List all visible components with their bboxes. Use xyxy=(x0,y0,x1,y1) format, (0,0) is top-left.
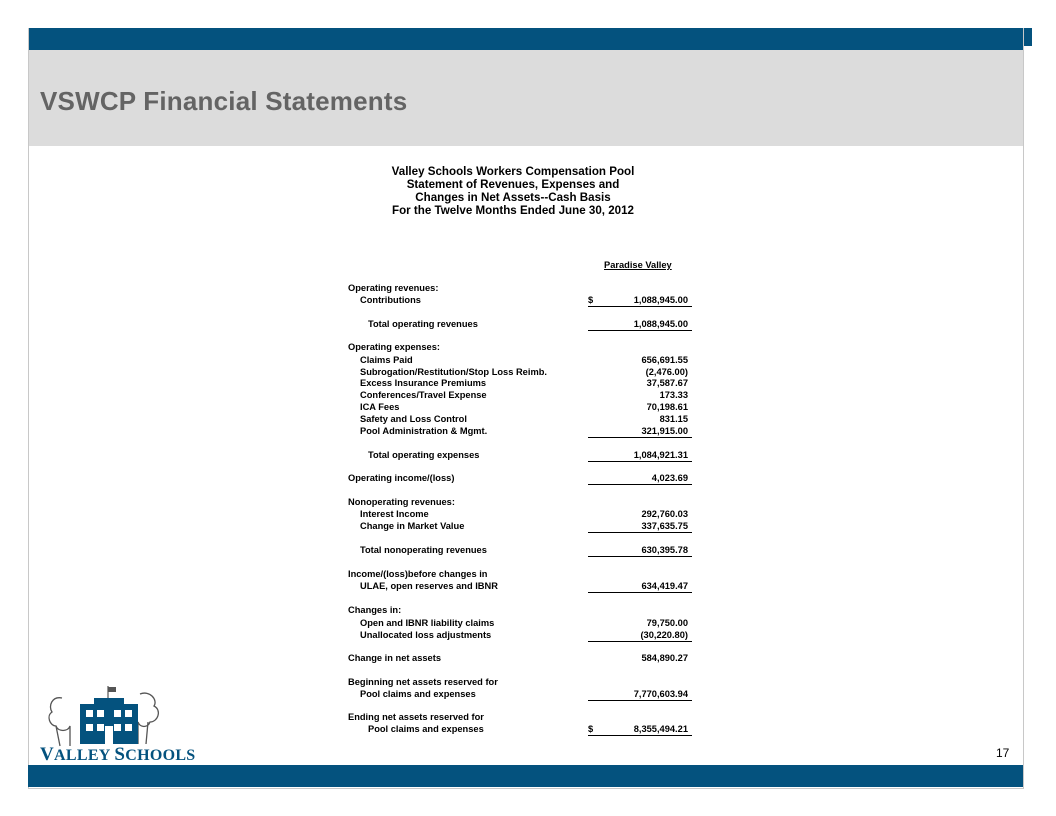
row-label: Changes in: xyxy=(348,605,402,615)
statement-row xyxy=(348,425,688,437)
row-amount: 7,770,603.94 xyxy=(633,689,688,699)
row-amount: 831.15 xyxy=(659,414,688,424)
dollar-sign: $ xyxy=(588,295,594,305)
row-label: Interest Income xyxy=(360,509,429,519)
underline xyxy=(588,484,692,485)
row-label: Pool claims and expenses xyxy=(360,689,476,699)
tree-icon xyxy=(49,698,70,746)
row-amount: 79,750.00 xyxy=(646,618,688,628)
row-label: Claims Paid xyxy=(360,355,413,365)
row-label: Pool Administration & Mgmt. xyxy=(360,426,488,436)
row-amount: 8,355,494.21 xyxy=(633,724,688,734)
row-amount: (30,220.80) xyxy=(640,630,688,640)
row-label: Safety and Loss Control xyxy=(360,414,467,424)
tree-icon xyxy=(138,693,158,744)
row-label: Operating expenses: xyxy=(348,342,440,352)
statement-row xyxy=(348,629,688,641)
statement-row xyxy=(348,688,688,700)
row-amount: 1,088,945.00 xyxy=(633,319,688,329)
row-label: Beginning net assets reserved for xyxy=(348,677,498,687)
school-building-icon xyxy=(80,698,138,744)
row-amount: 292,760.03 xyxy=(641,509,688,519)
statement-header xyxy=(338,165,688,217)
row-label: Contributions xyxy=(360,295,421,305)
underline xyxy=(588,556,692,557)
statement-row xyxy=(348,449,688,461)
statement-row xyxy=(348,544,688,556)
underline xyxy=(588,461,692,462)
logo-letter: S xyxy=(114,744,126,765)
row-label: Total operating revenues xyxy=(368,319,478,329)
logo-wordmark xyxy=(40,744,196,766)
bottom-banner-bar xyxy=(28,765,1023,787)
underline xyxy=(588,592,692,593)
row-amount: 4,023.69 xyxy=(651,473,688,483)
row-label: ULAE, open reserves and IBNR xyxy=(360,581,498,591)
row-amount: 1,084,921.31 xyxy=(633,450,688,460)
statement-header-line: Valley Schools Workers Compensation Pool xyxy=(391,165,635,178)
underline xyxy=(588,532,692,533)
row-label: Operating revenues: xyxy=(348,283,439,293)
row-label: Total operating expenses xyxy=(368,450,480,460)
statement-row xyxy=(348,354,688,366)
row-amount: (2,476.00) xyxy=(645,367,688,377)
row-amount: 70,198.61 xyxy=(646,402,688,412)
statement-header-line: For the Twelve Months Ended June 30, 2012 xyxy=(391,204,635,217)
underline xyxy=(588,330,692,331)
statement-row xyxy=(348,711,688,723)
statement-row xyxy=(348,318,688,330)
underline xyxy=(588,306,692,307)
statement-row xyxy=(348,568,688,580)
row-label: Total nonoperating revenues xyxy=(360,545,487,555)
column-header: Paradise Valley xyxy=(604,260,672,270)
row-label: Change in Market Value xyxy=(360,521,465,531)
row-amount: 337,635.75 xyxy=(641,521,688,531)
logo-text-part: ALLEY xyxy=(54,747,115,764)
underline xyxy=(588,700,692,701)
row-label: ICA Fees xyxy=(360,402,400,412)
corner-tab xyxy=(1024,28,1032,46)
statement-row xyxy=(348,580,688,592)
statement-row xyxy=(348,652,688,664)
statement-row xyxy=(348,520,688,532)
statement-header-line: Statement of Revenues, Expenses and xyxy=(406,178,620,191)
statement-header-line: Changes in Net Assets--Cash Basis xyxy=(415,191,611,204)
statement-row xyxy=(348,341,688,353)
row-label: Pool claims and expenses xyxy=(368,724,484,734)
page-number: 17 xyxy=(996,746,1010,760)
underline xyxy=(588,437,692,438)
row-label: Conferences/Travel Expense xyxy=(360,390,487,400)
row-amount: 321,915.00 xyxy=(641,426,688,436)
row-label: Excess Insurance Premiums xyxy=(360,378,487,388)
row-amount: 1,088,945.00 xyxy=(633,295,688,305)
statement-row xyxy=(348,508,688,520)
statement-row xyxy=(348,389,688,401)
financial-statement xyxy=(348,165,688,734)
statement-row xyxy=(348,604,688,616)
statement-row xyxy=(348,413,688,425)
row-label: Operating income/(loss) xyxy=(348,473,455,483)
row-label: Income/(loss)before changes in xyxy=(348,569,488,579)
statement-row xyxy=(348,282,688,294)
statement-row xyxy=(348,617,688,629)
statement-row xyxy=(348,401,688,413)
row-label: Open and IBNR liability claims xyxy=(360,618,495,628)
statement-row xyxy=(348,472,688,484)
underline xyxy=(588,641,692,642)
statement-row xyxy=(348,723,688,735)
row-amount: 37,587.67 xyxy=(646,378,688,388)
logo-text-part: CHOOLS xyxy=(125,747,196,764)
row-amount: 634,419.47 xyxy=(641,581,688,591)
row-label: Nonoperating revenues: xyxy=(348,497,455,507)
row-label: Ending net assets reserved for xyxy=(348,712,484,722)
row-amount: 630,395.78 xyxy=(641,545,688,555)
statement-row xyxy=(348,496,688,508)
statement-row xyxy=(348,377,688,389)
underline xyxy=(588,735,692,736)
row-amount: 656,691.55 xyxy=(641,355,688,365)
row-amount: 173.33 xyxy=(659,390,688,400)
statement-row xyxy=(348,294,688,306)
row-amount: 584,890.27 xyxy=(641,653,688,663)
row-label: Subrogation/Restitution/Stop Loss Reimb. xyxy=(360,367,547,377)
slide-title: VSWCP Financial Statements xyxy=(40,86,408,116)
logo-letter: V xyxy=(40,744,55,765)
dollar-sign: $ xyxy=(588,724,594,734)
row-label: Unallocated loss adjustments xyxy=(360,630,492,640)
row-label: Change in net assets xyxy=(348,653,441,663)
statement-row xyxy=(348,676,688,688)
